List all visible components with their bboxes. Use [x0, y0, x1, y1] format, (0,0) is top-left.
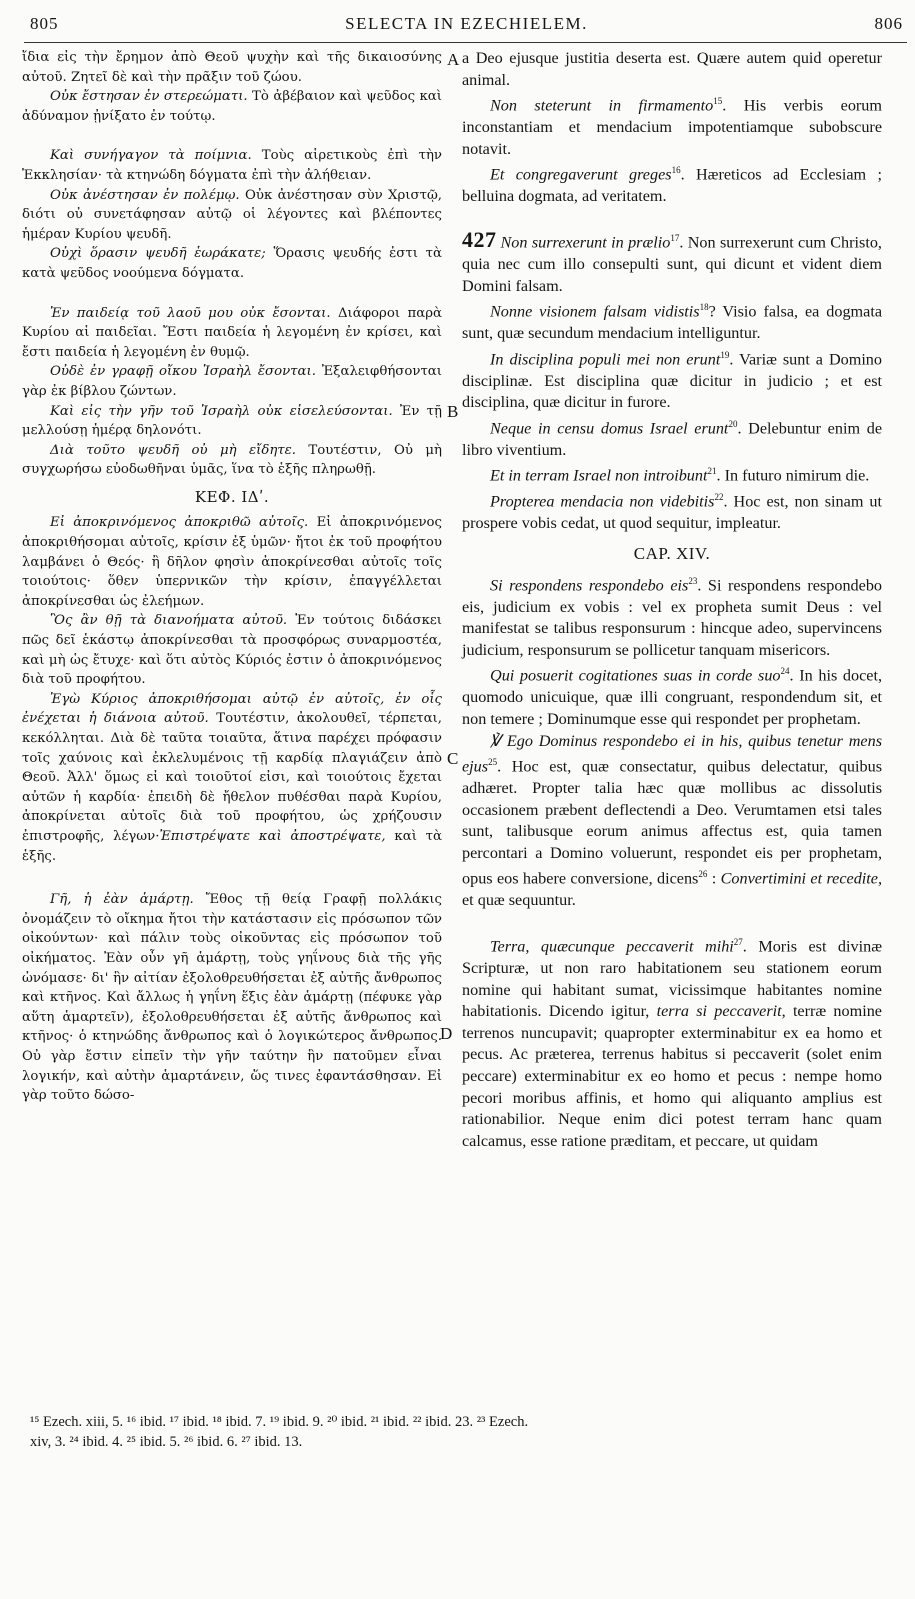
footnote-ref: 22 [714, 492, 724, 503]
column-marker-b: B [447, 402, 459, 421]
latin-paragraph: Nonne visionem falsam vidistis$^{18}$? Visio falsa, ea dogmata sunt, quæ secundum mendacium intelliguntur. [462, 302, 882, 343]
greek-paragraph: Οὐκ ἔστησαν ἐν στερεώματι. Τὸ ἀβέβαιον καὶ ψεῦδος καὶ ἀδύναμον ᾐνίξατο ἐν τούτῳ. [22, 89, 442, 124]
footnote-ref: 20 [728, 418, 738, 429]
footnote-ref: 19 [720, 349, 730, 360]
footnote-ref: 18 [699, 302, 709, 313]
column-marker-c: C [447, 749, 459, 768]
footnote-ref: 25 [488, 757, 498, 768]
latin-paragraph: In disciplina populi mei non erunt$^{19}$. Variæ sunt a Domino disciplinæ. Est disciplina quæ dicitur in judicio ; et est disciplina, quæ dicitur in furore. [462, 349, 882, 412]
latin-paragraph: a Deo ejusque justitia deserta est. Quære autem quid operetur animal. [462, 49, 882, 89]
latin-paragraph: Et in terram Israel non introibunt$^{21}$. In futuro nimirum die. [490, 466, 870, 485]
greek-paragraph: Γῆ, ἡ ἐὰν ἁμάρτῃ. Ἔθος τῇ θείᾳ Γραφῇ πολλάκις ὀνομάζειν τὸ οἴκημα ἤτοι τὴν κατάστασιν εἰς πρόσωπον τῶν οἰκούντων· καὶ πάλιν τοὺς οἰκοῦντας εἰς πρόσωπον τοῦ οἰκήματος. Ἐὰν οὖν γῆ ἁμάρτῃ, τοὺς γηΐνους διὰ τῆς γῆς ὠνόμασε· δι' ἣν αἰτίαν ἐξολοθρευθήσεται ἐξ αὐτῆς ἄνθρωπος καὶ κτῆνος. Καὶ ἄλλως ἡ γηΐνη ἕξις ἐὰν ἁμάρτῃ (πέφυκε γὰρ αὕτη ἁμαρτεῖν), ἐξολοθρευθήσεται ἐξ αὐτῆς ἄνθρωπος καὶ κτῆνος· ὁ κτηνώδης ἄνθρωπος καὶ ὁ λογικώτερος ἄνθρωπος. Οὐ γὰρ ἔστιν εἰπεῖν τὴν γῆν ταύτην ἣν πατοῦμεν εἶναι λογικήν, καὶ αὐτὴν ἁμαρτάνειν, ὥς τινες ἐφαντάσθησαν. Εἰ γὰρ τοῦτο δώσο- [22, 892, 442, 1104]
column-marker-a: A [447, 50, 460, 69]
footnote-ref: 24 [780, 666, 790, 677]
footnote-ref: 27 [733, 937, 743, 948]
greek-column [22, 48, 442, 1106]
greek-paragraph: Οὐχὶ ὅρασιν ψευδῆ ἑωράκατε; Ὅρασις ψευδής ἐστι τὰ κατὰ ψεῦδος νοούμενα δόγματα. [22, 246, 442, 281]
footnotes [30, 1412, 885, 1452]
greek-paragraph: Ἐγὼ Κύριος ἀποκριθήσομαι αὐτῷ ἐν αὐτοῖς, ἐν οἷς ἐνέχεται ἡ διάνοια αὐτοῦ. Τουτέστιν, ἀκολουθεῖ, τέρπεται, κεκόλληται. Διὰ δὲ ταῦτα τοιαῦτα, ἅτινα παρέχει πρόφασιν τοῖς χαύνοις καὶ ἐκλελυμένοις τῇ καρδίᾳ πλαγιάζειν ἀπὸ Θεοῦ. Ἀλλ' ὅμως εἰ καὶ τοιοῦτοί εἰσι, καὶ τοιούτοις ἔχεται αὐτῶν ἡ καρδία· ἐπειδὴ δὲ ἤθελον πυθέσθαι παρὰ Κυρίου, ἀποκρίνεται αὐτοῖς διὰ τοῦ προφήτου, ὡς χρήζουσιν ἐπιστροφῆς, λέγων·Ἐπιστρέψατε καὶ ἀποστρέψατε, καὶ τὰ ἑξῆς. [22, 691, 442, 864]
latin-paragraph: Et congregaverunt greges$^{16}$. Hæreticos ad Ecclesiam ; belluina dogmata, ad veritatem. [462, 165, 882, 206]
greek-paragraph: ἴδια εἰς τὴν ἔρημον ἀπὸ Θεοῦ ψυχὴν καὶ τῆς δικαιοσύνης αὐτοῦ. Ζητεῖ δὲ καὶ τὴν πρᾶξιν τοῦ ζώου. [22, 50, 442, 85]
footnote-line: ¹⁵ Ezech. xiii, 5. ¹⁶ ibid. ¹⁷ ibid. ¹⁸ ibid. 7. ¹⁹ ibid. 9. ²⁰ ibid. ²¹ ibid. ²² ibid. 23. ²³ Ezech. [30, 1414, 529, 1430]
greek-paragraph: Οὐκ ἀνέστησαν ἐν πολέμῳ. Οὐκ ἀνέστησαν σὺν Χριστῷ, διότι οὐ συνετάφησαν αὐτῷ οἱ λέγοντες καὶ βλέποντες ἡμέραν Κυρίου ψευδῆ. [22, 187, 443, 242]
greek-paragraph: Καὶ συνήγαγον τὰ ποίμνια. Τοὺς αἱρετικοὺς ἐπὶ τὴν Ἐκκλησίαν· τὰ κτηνώδη δόγματα ἐπὶ τὴν ἀλήθειαν. [22, 148, 443, 183]
page-number-right: 806 [874, 14, 903, 33]
footnote-ref: 15 [713, 96, 723, 107]
latin-paragraph: Terra, quæcunque peccaverit mihi$^{27}$. Moris est divinæ Scripturæ, ut non raro habitationem seu stationem eorum nomine qui habitant sumat, vicissimque habitantes nomine habitationis. Dicendo igitur, terra si peccaverit, terræ nomine terrenos nuncupavit; quapropter exterminabitur ex ea homo et pecus. Ac præterea, terrenus habitus si peccaverit (solet enim peccare) exterminabitur ex eo homo et pecus : nempe homo pecori moribus affinis, et homo qui aliquanto amplius est rationabilior. Neque enim dici potest terram hanc quam calcamus, esse ratione præditam, et peccare, ut quidam [462, 937, 883, 1150]
latin-paragraph: 427 Non surrexerunt in prælio$^{17}$. Non surrexerunt cum Christo, quia nec cum illo consepulti sunt, qui dicunt et vident diem Domini falsam. [462, 227, 882, 295]
greek-paragraph: Διὰ τοῦτο ψευδῆ οὐ μὴ εἴδητε. Τουτέστιν, Οὐ μὴ συγχωρήσω εὐοδωθῆναι ὑμᾶς, ἵνα τὸ ἑξῆς πληρωθῇ. [22, 442, 442, 478]
header-rule [24, 42, 907, 43]
page-number-left: 805 [30, 14, 59, 33]
greek-paragraph: Οὐδὲ ἐν γραφῇ οἴκου Ἰσραὴλ ἔσονται. Ἐξαλειφθήσονται γὰρ ἐκ βίβλου ζώντων. [22, 364, 443, 399]
greek-chapter-heading: ΚΕΦ. ΙΔʹ. [194, 487, 270, 506]
footnote-ref: 23 [688, 575, 698, 586]
page-header [30, 14, 903, 38]
running-title: SELECTA IN EZECHIELEM. [345, 14, 588, 33]
latin-paragraph: Qui posuerit cogitationes suas in corde suo$^{24}$. In his docet, quomodo unicuique, quæ illi congruant, respondendum sit, et non temere ; Dominumque esse qui respondet per prophetam. [462, 666, 882, 728]
footnote-ref: 26 [698, 869, 708, 880]
greek-paragraph: Ἐν παιδείᾳ τοῦ λαοῦ μου οὐκ ἔσονται. Διάφοροι παρὰ Κυρίου αἱ παιδεῖαι. Ἔστι παιδεία ἡ λεγομένη ἐν κρίσει, καὶ ἔστι παιδεία ἡ λεγομένη ἐν θυμῷ. [22, 305, 442, 360]
footnote-ref: 21 [707, 466, 717, 477]
latin-paragraph: Si respondens respondebo eis$^{23}$. Si respondens respondebo eis, judicium ex vobis : vel ex propheta sumit Deus : vel manifestat se talibus responsurum : hincque adeo, supervincens judicium, responsurum se pollicetur tanquam misericors. [462, 575, 883, 659]
greek-paragraph: Ὃς ἂν θῇ τὰ διανοήματα αὐτοῦ. Ἐν τούτοις διδάσκει πῶς δεῖ ἑκάστῳ ἀποκρίνεσθαι τὰ προσφόρως συναρμοστέα, καὶ μὴ ὡς ἔτυχε· καὶ ὅτι αὐτὸς Κύριός ἐστιν ὁ ἀποκρινόμενος διὰ τοῦ προφήτου. [22, 613, 442, 688]
footnote-ref: 16 [671, 165, 681, 176]
latin-column [462, 48, 882, 1152]
section-number: 427 [462, 227, 497, 253]
greek-paragraph: Καὶ εἰς τὴν γῆν τοῦ Ἰσραὴλ οὐκ εἰσελεύσονται. Ἐν τῇ μελλούσῃ ἡμέρᾳ δηλονότι. [22, 403, 442, 439]
latin-paragraph: ℣ Ego Dominus respondebo ei in his, quibus tenetur mens ejus$^{25}$. Hoc est, quæ consectatur, quibus delectatur, quibus adhæret. Propter talia hæc quæ mollibus ac dissolutis occasionem præbent deflectendi a Deo. Verumtamen etsi tales sunt, talibusque eorum animus affectus est, quia tamen percontari a Domino voluerunt, respondet eis per prophetam, opus eos habere conversione, dicens$^{26}$ : Convertimini et recedite, et quæ sequuntur. [462, 731, 883, 910]
column-marker-d: D [440, 1024, 453, 1043]
footnote-ref: 17 [670, 232, 680, 243]
latin-paragraph: Non steterunt in firmamento$^{15}$. His verbis eorum inconstantiam et mendacium impotentiamque subobscure notavit. [462, 96, 882, 158]
latin-chapter-heading: CAP. XIV. [633, 544, 711, 563]
greek-paragraph: Εἰ ἀποκρινόμενος ἀποκριθῶ αὐτοῖς. Εἰ ἀποκρινόμενος ἀποκριθήσομαι αὐτοῖς, κρίσιν ἐξ ὑμῶν· ἤτοι ἐκ τοῦ προφήτου λαμβάνει ὁ Θεός· ἢ δῆλον φησὶν ἀποκρίνεσθαι αὐτοῖς τοῖς τοιούτοις· ὅθεν ὑπερνικῶν τὴν κρίσιν, ἐπαγγέλλεται ἀποκρίνεσθαι ὡς ἐλεήμων. [22, 515, 443, 609]
footnote-line: xiv, 3. ²⁴ ibid. 4. ²⁵ ibid. 5. ²⁶ ibid. 6. ²⁷ ibid. 13. [30, 1434, 303, 1450]
latin-paragraph: Propterea mendacia non videbitis$^{22}$. Hoc est, non sinam ut prospere vobis cedat, ut quod sequitur, impleatur. [462, 492, 882, 533]
latin-paragraph: Neque in censu domus Israel erunt$^{20}$. Delebuntur enim de libro viventium. [462, 418, 883, 459]
